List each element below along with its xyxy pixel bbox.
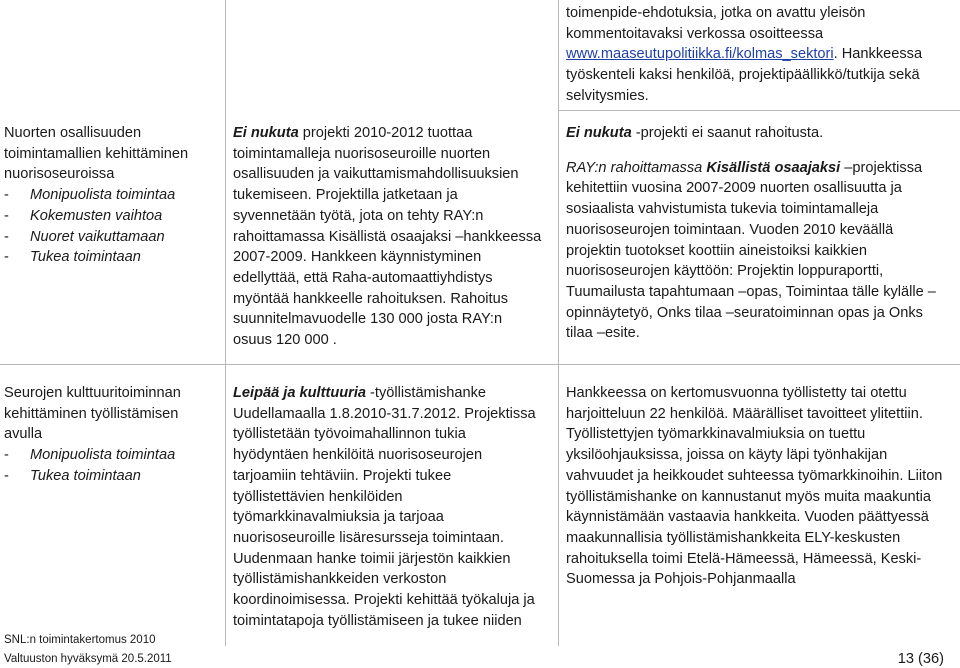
topic-bullet: - Monipuolista toimintaa: [4, 187, 176, 204]
project-name: Ei nukuta: [233, 125, 299, 141]
row1-result: Ei nukuta -projekti ei saanut rahoitusta. RAY:n rahoittamassa Kisällistä osaajaksi –projektissa kehitettiin vuosina 2007-2009 nuorten osallisuutta ja sosiaalista vahvistumista tukevia toimintamalleja nuorisoseurojen toimintaan. Vuoden 2010 keväällä projektin tuotokset koottiin aineistoiksi kaikkien nuorisoseurojen käyttöön: Projektin loppuraportti, Tuumailusta tapahtumaan –opas, Toimintaa tälle kylälle – opinnäytetyö, Onks tilaa –seuratoiminnan opas ja Onks tilaa –esite.: [566, 125, 936, 342]
maaseutupolitiikka-link[interactable]: www.maaseutupolitiikka.fi/kolmas_sektori: [566, 46, 834, 63]
topic-bullet: - Kokemusten vaihtoa: [4, 207, 163, 224]
row-divider-1: [558, 110, 960, 111]
row1-project: Ei nukuta projekti 2010-2012 tuottaa toimintamalleja nuorisoseuroille nuorten osallisuuden ja vaikuttamismahdollisuuksien tukemiseen. Projektilla jatketaan ja syvennetään työtä, jota on tehty RAY:n rahoittamassa Kisällistä osaajaksi –hankkeessa 2007-2009. Hankkeen käynnistyminen edellyttää, että Raha-automaattiyhdistys myöntää hankkeelle rahoituksen. Rahoitus suunnitelmavuodelle 130 000 josta RAY:n osuus 120 000 .: [233, 125, 542, 349]
table-divider-1: [225, 0, 226, 646]
top-continuation-text: toimenpide-ehdotuksia, jotka on avattu yleisön kommentoitavaksi verkossa osoitteessa www.maaseutupolitiikka.fi/kolmas_sektori. Hankkeessa työskenteli kaksi henkilöä, projektipäällikkö/tutkija sekä selvitysmies.: [566, 5, 923, 104]
project-name: Leipää ja kulttuuria: [233, 385, 366, 401]
topic-bullet: - Tukea toimintaan: [4, 467, 141, 484]
topic-bullet: - Tukea toimintaan: [4, 249, 141, 266]
page-number: 13 (36): [897, 651, 944, 667]
row-divider-2: [0, 364, 960, 365]
row2-topic: Seurojen kulttuuritoiminnan kehittäminen työllistämisen avulla - Monipuolista toimintaa - Tukea toimintaan: [4, 383, 216, 487]
footer-approval-date: Valtuuston hyväksymä 20.5.2011: [4, 653, 172, 665]
row2-project: Leipää ja kulttuuria -työllistämishanke Uudellamaalla 1.8.2010-31.7.2012. Projektissa työllistetään työvoimahallinnon tukia hyödyntäen henkilöitä nuorisoseurojen tarjoamiin tehtäviin. Projekti tukee työllistettävien henkilöiden työmarkkinavalmiuksia ja tarjoaa nuorisoseuroille lisäresursseja toimintaan. Uudenmaan hanke toimii järjestön kaikkien työllistämishankkeiden verkoston koordinoimisessa. Projekti kehittää työkaluja ja toimintatapoja työllistämiseen ja tukee niiden: [233, 385, 536, 629]
row1-topic: Nuorten osallisuuden toimintamallien kehittäminen nuorisoseuroissa - Monipuolista toimintaa - Kokemusten vaihtoa - Nuoret vaikuttamaan - Tukea toimintaan: [4, 123, 216, 268]
table-divider-2: [558, 0, 559, 646]
topic-bullet: - Monipuolista toimintaa: [4, 447, 176, 464]
topic-bullet: - Nuoret vaikuttamaan: [4, 228, 165, 245]
footer-document-title: SNL:n toimintakertomus 2010: [4, 634, 156, 646]
row2-result: Hankkeessa on kertomusvuonna työllistetty tai otettu harjoitteluun 22 henkilöä. Määrälliset tavoitteet ylitettiin. Työllistettyjen työmarkkinavalmiuksia on tuettu yksilöohjauksissa, joissa on käyty läpi työnhakijan vahvuudet ja heikkoudet suhteessa työmarkkinoihin. Liiton työllistämishanke on kannustanut myös muita maakuntia käynnistämään vastaavia hankkeita. Vuoden päättyessä maakunnallisia työllistämishankkeita ELY-keskusten rahoituksella toimi Etelä-Hämeessä, Hämeessä, Keski- Suomessa ja Pohjois-Pohjanmaalla: [566, 385, 943, 588]
project-name: Ei nukuta: [566, 125, 632, 141]
